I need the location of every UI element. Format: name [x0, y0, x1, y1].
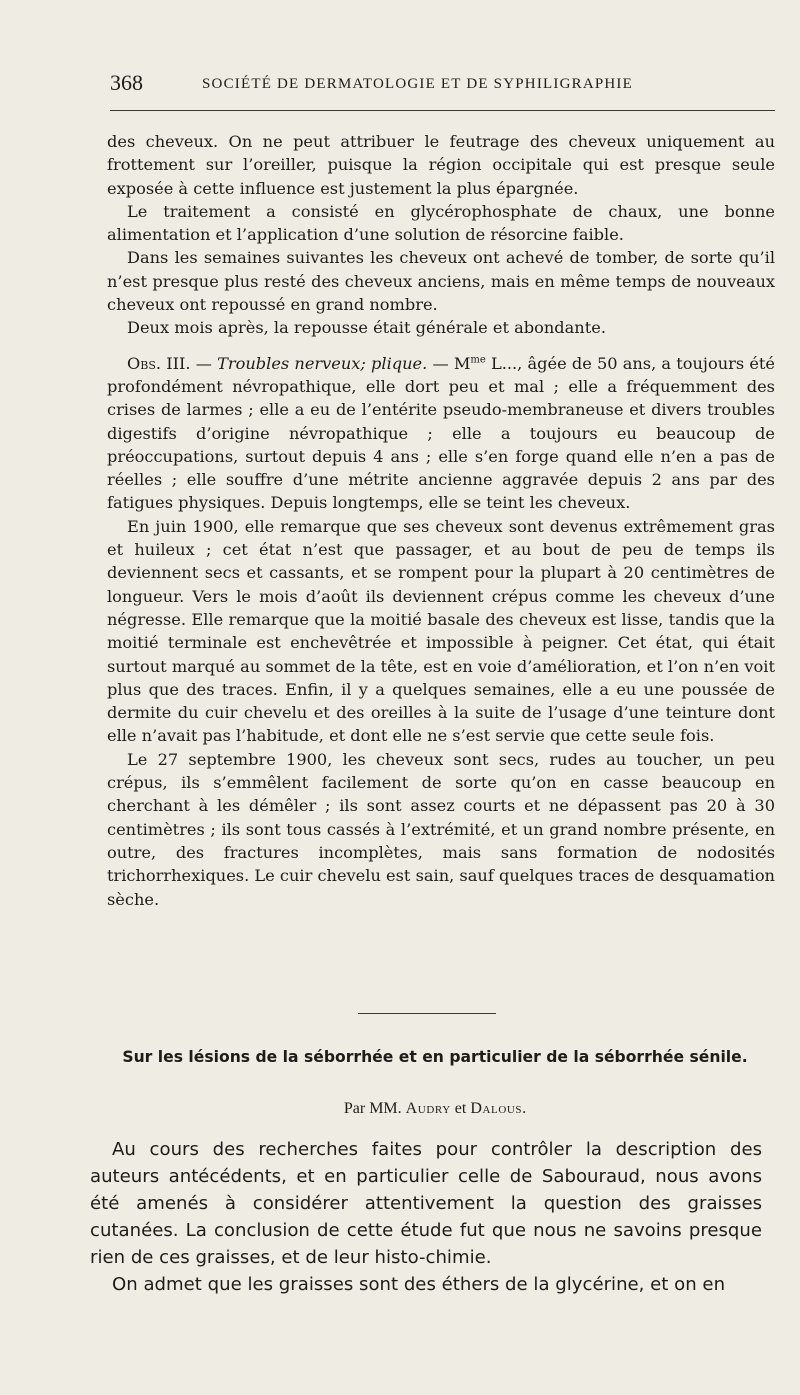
- running-title: SOCIÉTÉ DE DERMATOLOGIE ET DE SYPHILIGRAPHIE: [202, 76, 633, 92]
- page-number: 368: [110, 70, 143, 95]
- observation-dash: —: [190, 353, 218, 373]
- paragraph-1: des cheveux. On ne peut attribuer le feutrage des cheveux uniquement au frottement sur l’oreiller, puisque la région occipitale qui est presque seule exposée à cette influence est justement la plus épargnée.: [107, 132, 775, 198]
- article-authors: [90, 1100, 780, 1118]
- author-2: Dalous: [470, 1100, 523, 1117]
- authors-and: et: [450, 1100, 471, 1117]
- intro-paragraph-1: Au cours des recherches faites pour contrôler la description des auteurs antécédents, et en particulier celle de Sabouraud, nous avons été amenés à considérer attentivement la question des graisses cutanées. La conclusion de cette étude fut que nous ne savoins presque rien de ces graisses, et de leur histo-chimie.: [90, 1139, 762, 1268]
- paragraph-4: Deux mois après, la repousse était générale et abondante.: [127, 318, 606, 338]
- paragraph-6: En juin 1900, elle remarque que ses cheveux sont devenus extrêmement gras et huileux ; cet état n’est que passager, et au bout de peu de temps ils deviennent secs et cassants, et se rompent pour la plupart à 20 centimètres de longueur. Vers le mois d’août ils deviennent crépus comme les cheveux d’une négresse. Elle remarque que la moitié basale des cheveux est lisse, tandis que la moitié terminale est enchevêtrée et impossible à peigner. Cet état, qui était surtout marqué au sommet de la tête, est en voie d’amélioration, et l’on n’en voit plus que des traces. Enfin, il y a quelques semaines, elle a eu une poussée de dermite du cuir chevelu et des oreilles à la suite de l’usage d’une teinture dont elle n’avait pas l’habitude, et dont elle ne s’est servie que cette seule fois.: [107, 516, 775, 746]
- paragraph-2: Le traitement a consisté en glycérophosphate de chaux, une bonne alimentation et l’application d’une solution de résorcine faible.: [107, 201, 775, 245]
- observation-paragraph: [107, 352, 775, 515]
- article-intro: [90, 1136, 762, 1298]
- author-1: Audry: [405, 1100, 451, 1117]
- page-header: [110, 70, 775, 100]
- observation-title: Troubles nerveux; plique.: [217, 353, 428, 373]
- observation-label: Obs. III.: [127, 353, 191, 373]
- section-separator: [358, 1013, 496, 1014]
- observation-mme: — M: [427, 353, 471, 373]
- header-rule: [110, 110, 775, 111]
- observation-mme-superscript: me: [470, 354, 486, 366]
- observation-text: L..., âgée de 50 ans, a toujours été profondément névropathique, elle dort peu et mal ; elle a fréquemment des crises de larmes ; elle a eu de l’entérite pseudo-membraneuse et divers troubles digestifs d’origine névropathique ; elle a toujours eu beaucoup de préoccupations, surtout depuis 4 ans ; elle s’en forge quand elle n’en a pas de réelles ; elle souffre d’une métrite ancienne aggravée depuis 2 ans par des fatigues physiques. Depuis longtemps, elle se teint les cheveux.: [107, 353, 776, 513]
- paragraph-7: Le 27 septembre 1900, les cheveux sont secs, rudes au toucher, un peu crépus, ils s’emmêlent facilement de sorte qu’on en casse beaucoup en cherchant à les démêler ; ils sont assez courts et ne dépassent pas 20 à 30 centimètres ; ils sont tous cassés à l’extrémité, et un grand nombre présente, en outre, des fractures incomplètes, mais sans formation de nodosités trichorrhexiques. Le cuir chevelu est sain, sauf quelques traces de desquamation sèche.: [107, 749, 775, 909]
- article-title: Sur les lésions de la séborrhée et en particulier de la séborrhée sénile.: [122, 1048, 748, 1066]
- body-text: [107, 130, 775, 911]
- intro-paragraph-2: On admet que les graisses sont des éthers de la glycérine, et on en: [112, 1274, 726, 1295]
- authors-prefix: Par MM.: [343, 1100, 406, 1117]
- authors-end: .: [522, 1100, 527, 1117]
- paragraph-3: Dans les semaines suivantes les cheveux ont achevé de tomber, de sorte qu’il n’est presque plus resté des cheveux anciens, mais en même temps de nouveaux cheveux ont repoussé en grand nombre.: [107, 248, 775, 315]
